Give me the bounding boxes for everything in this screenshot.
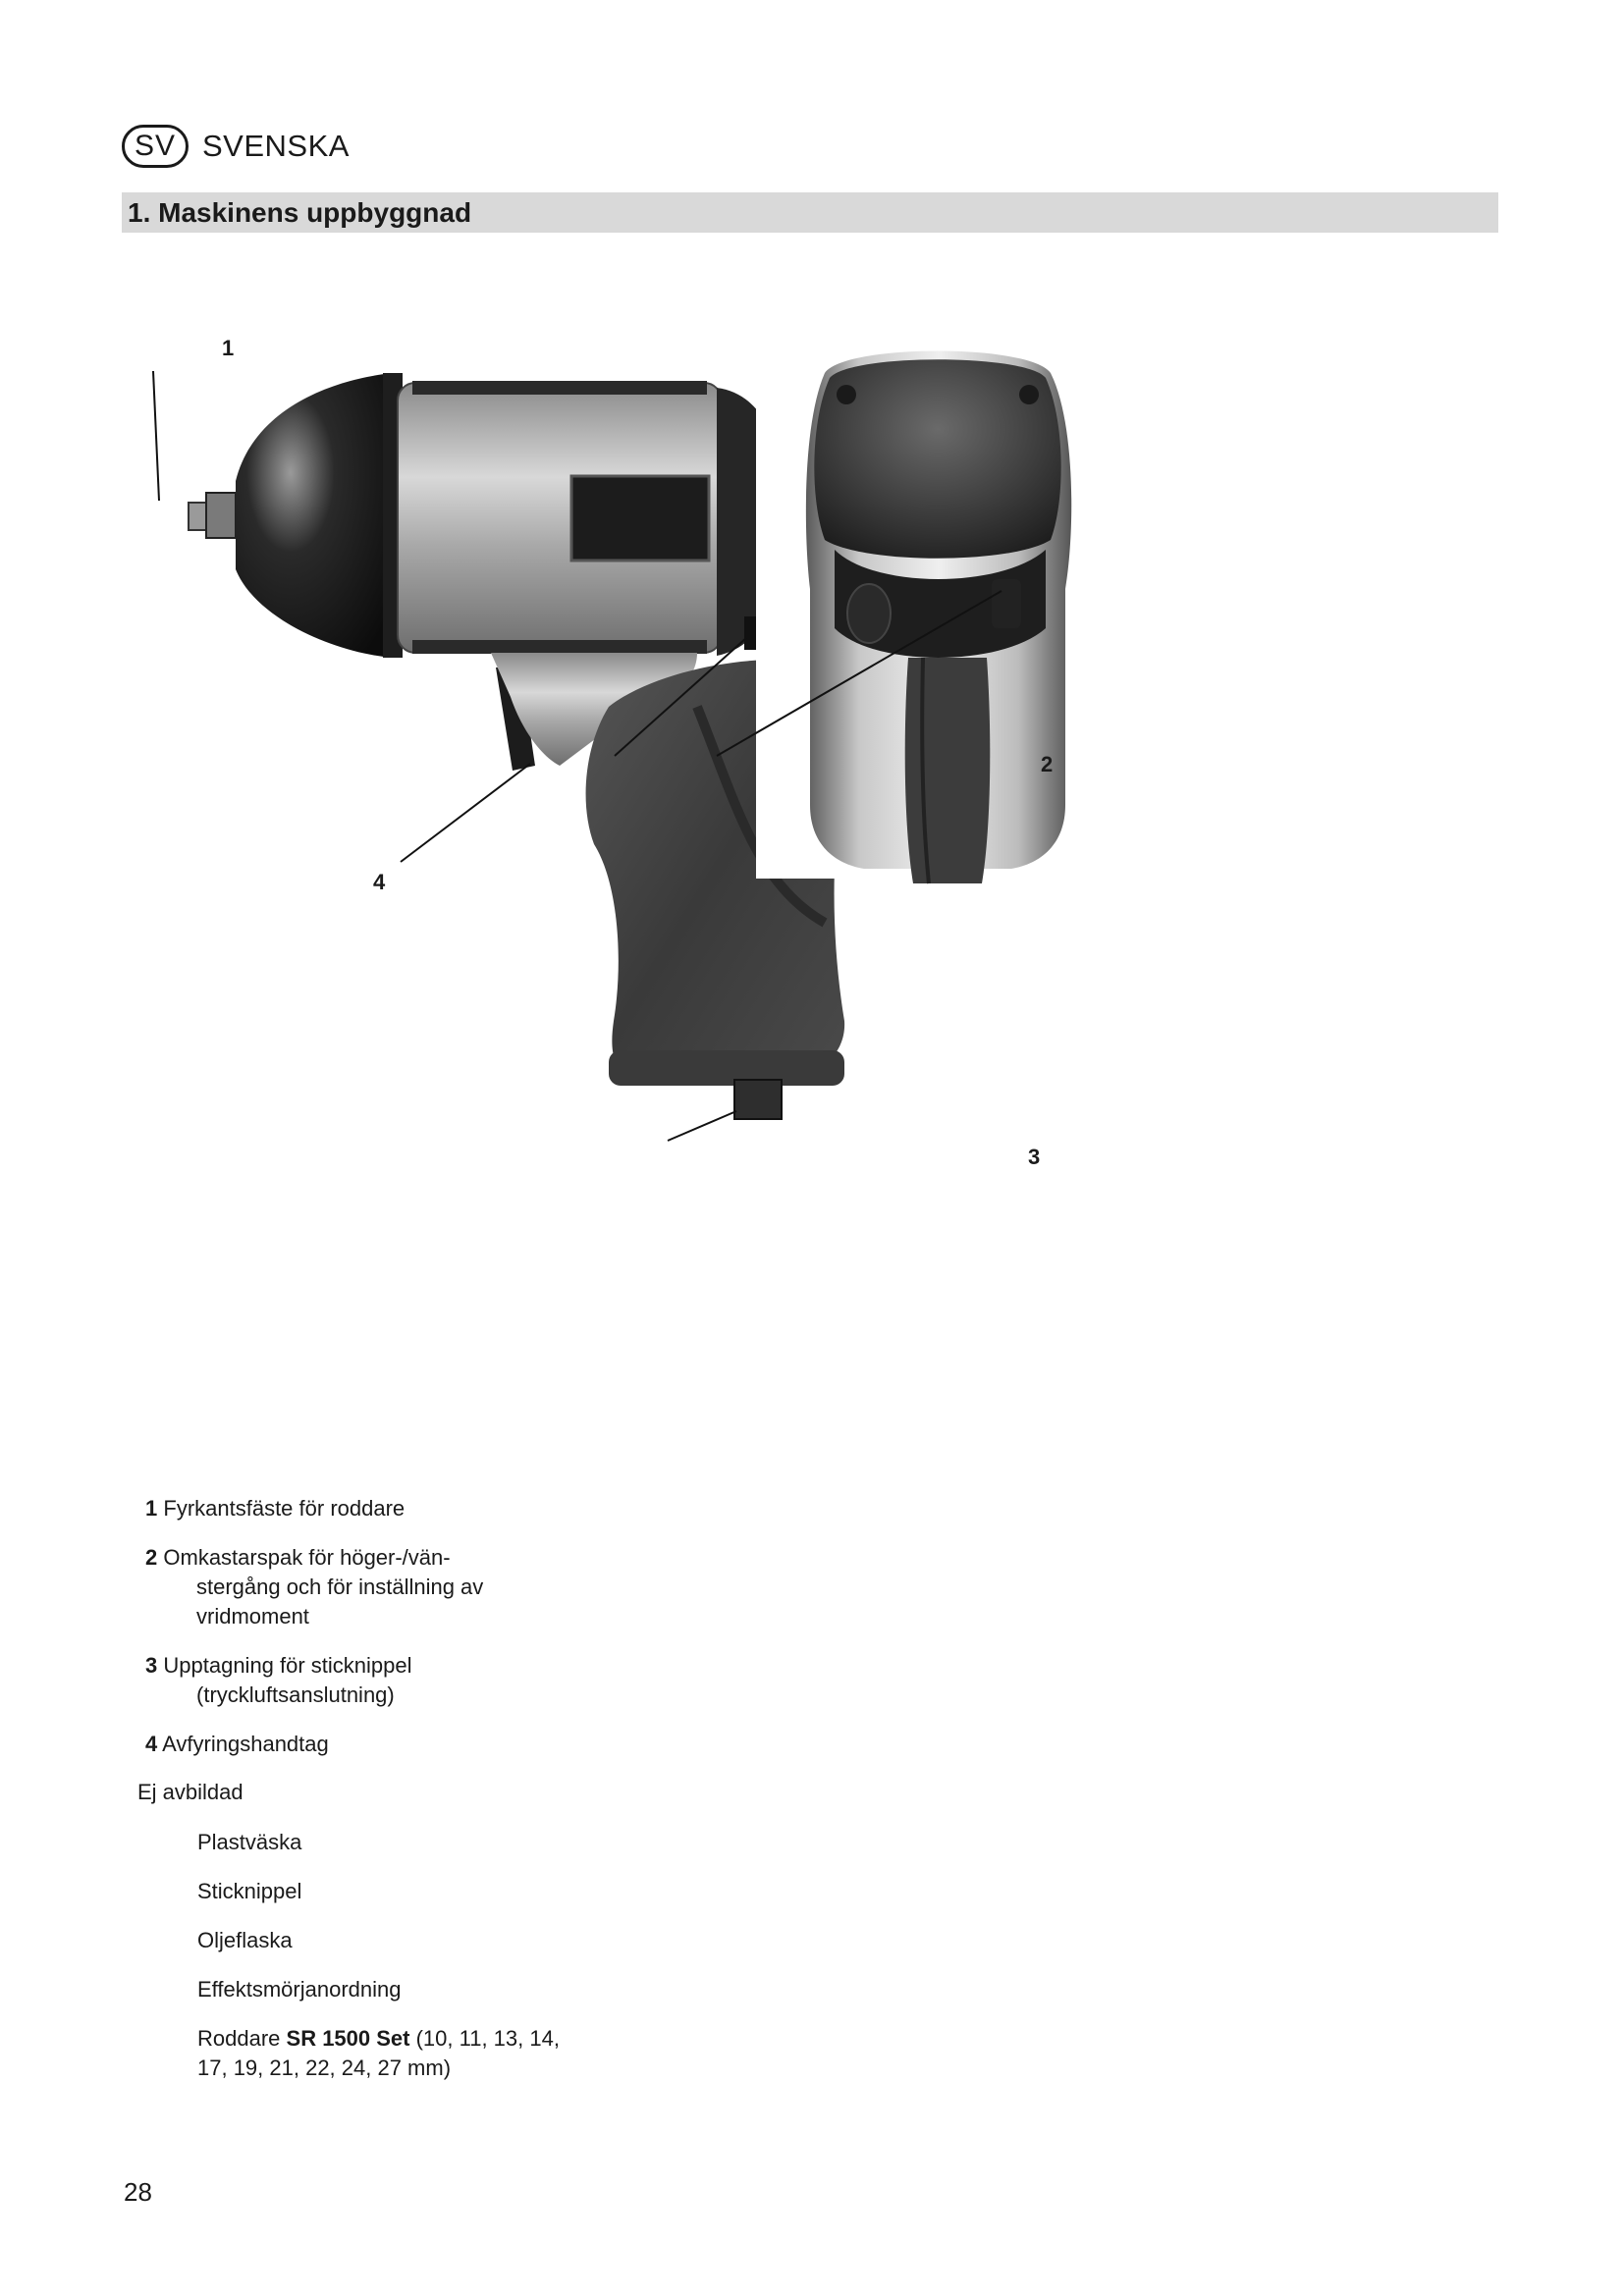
- legend-item: [145, 1651, 558, 1710]
- callout-4: 4: [373, 870, 386, 894]
- list-item: Plastväska: [197, 1830, 302, 1854]
- callout-line-3: [668, 1111, 736, 1141]
- legend-text-continued: (tryckluftsanslutning): [196, 1682, 395, 1707]
- roddare-sizes: (10, 11, 13, 14, 17, 19, 21, 22, 24, 27 mm): [197, 2026, 560, 2080]
- list-item-roddare: [197, 2024, 590, 2083]
- label-window: [571, 476, 709, 561]
- callout-1: 1: [222, 336, 235, 360]
- legend-text: Omkastarspak för höger-/vän-: [163, 1545, 451, 1570]
- legend-number: 4: [145, 1732, 158, 1756]
- callout-3: 3: [1028, 1145, 1041, 1169]
- air-inlet: [734, 1080, 782, 1119]
- parts-legend: [145, 1494, 558, 1779]
- reverse-lever-rear: [992, 579, 1021, 628]
- legend-number: 3: [145, 1653, 158, 1678]
- callout-line-1: [153, 371, 159, 501]
- roddare-prefix: Roddare: [197, 2026, 287, 2051]
- legend-number: 1: [145, 1496, 158, 1521]
- section-title-bar: [122, 192, 1498, 233]
- legend-text: Fyrkantsfäste för roddare: [163, 1496, 406, 1521]
- legend-text: Avfyringshandtag: [162, 1732, 329, 1756]
- impact-wrench-figure: [147, 334, 1090, 1237]
- legend-number: 2: [145, 1545, 158, 1570]
- legend-text: Upptagning för sticknippel: [163, 1653, 412, 1678]
- not-shown-list: [197, 1828, 590, 2103]
- list-item: Oljeflaska: [197, 1928, 293, 1952]
- legend-item: [145, 1730, 558, 1759]
- language-name: SVENSKA: [202, 129, 350, 163]
- callout-2: 2: [1041, 752, 1054, 776]
- legend-item: [145, 1543, 558, 1631]
- section-title: 1. Maskinens uppbyggnad: [128, 196, 472, 228]
- hammer-housing: [236, 373, 393, 658]
- not-shown-heading: Ej avbildad: [137, 1780, 244, 1804]
- page-number: 28: [124, 2177, 152, 2207]
- language-badge: SV: [122, 125, 189, 168]
- roddare-set-name: SR 1500 Set: [286, 2026, 410, 2051]
- legend-item: [145, 1494, 558, 1523]
- language-header: [122, 125, 350, 168]
- impact-wrench-illustration: [147, 334, 1090, 1237]
- callout-line-4: [401, 764, 530, 862]
- legend-text-continued: stergång och för inställning av vridmoment: [196, 1575, 484, 1629]
- list-item: Effektsmörjanordning: [197, 1977, 402, 2002]
- list-item: Sticknippel: [197, 1879, 302, 1903]
